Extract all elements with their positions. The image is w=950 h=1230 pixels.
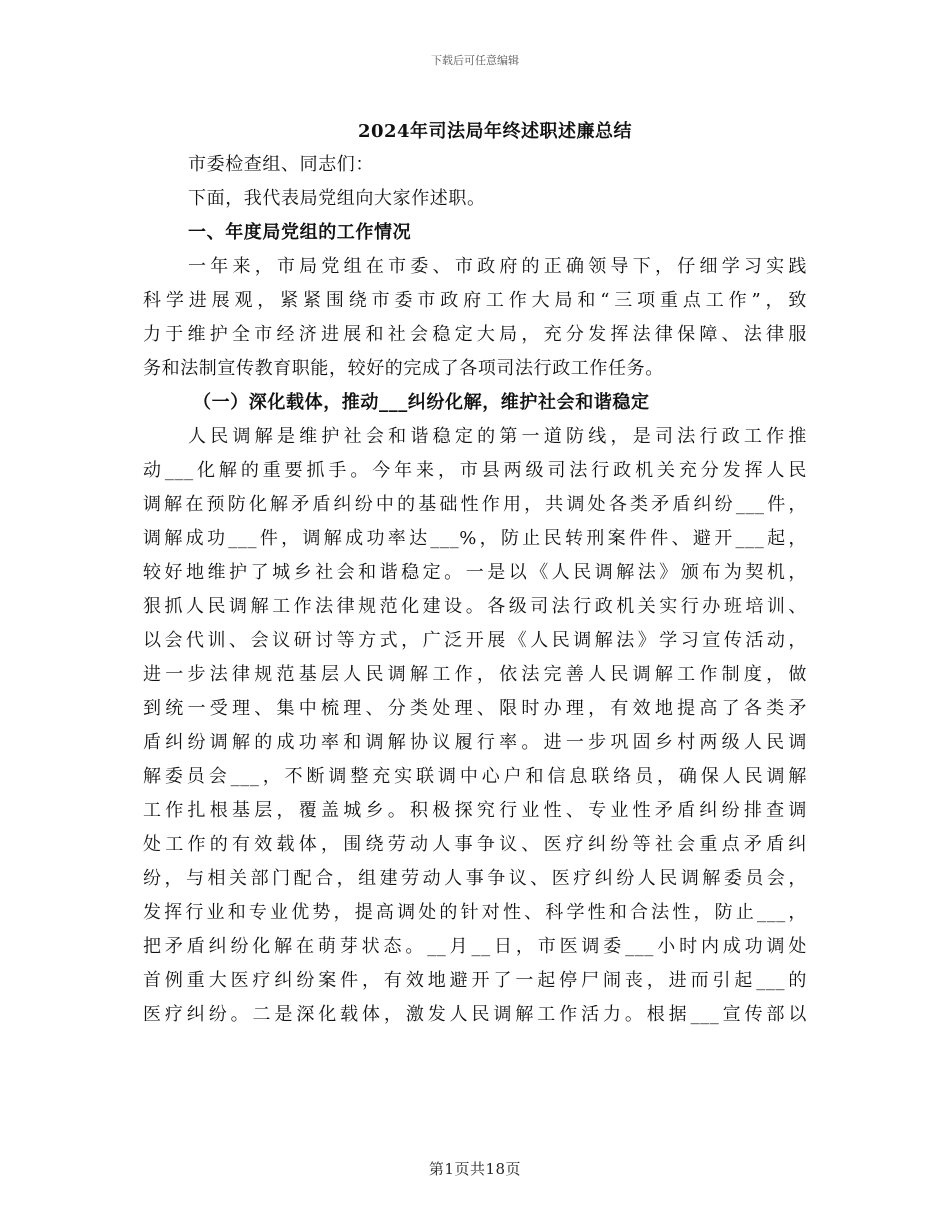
paragraph-line: 人民调解是维护社会和谐稳定的第一道防线，是司法行政工作推 <box>188 426 807 447</box>
paragraph-line: 动___化解的重要抓手。今年来，市县两级司法行政机关充分发挥人民 <box>143 460 807 481</box>
paragraph-line: 发挥行业和专业优势，提高调处的针对性、科学性和合法性，防止___， <box>143 902 807 923</box>
paragraph-line: 纷，与相关部门配合，组建劳动人事争议、医疗纠纷人民调解委员会， <box>143 868 807 889</box>
paragraph-line: 务和法制宣传教育职能，较好的完成了各项司法行政工作任务。 <box>143 358 664 379</box>
header-note: 下载后可任意编辑 <box>431 54 519 67</box>
paragraph-line: 力于维护全市经济进展和社会稳定大局，充分发挥法律保障、法律服 <box>143 324 807 345</box>
paragraph-line: 调解在预防化解矛盾纠纷中的基础性作用，共调处各类矛盾纠纷___件， <box>143 494 807 515</box>
page-footer: 第1页共18页 <box>428 1160 522 1178</box>
paragraph-line: 狠抓人民调解工作法律规范化建设。各级司法行政机关实行办班培训、 <box>143 596 807 617</box>
document-body <box>143 148 807 1032</box>
intro-paragraph: 下面，我代表局党组向大家作述职。 <box>188 188 486 209</box>
paragraph-line: 盾纠纷调解的成功率和调解协议履行率。进一步巩固乡村两级人民调 <box>143 732 807 753</box>
document-title: 2024年司法局年终述职述廉总结 <box>357 121 633 142</box>
subsection-heading: （一）深化载体，推动___纠纷化解，维护社会和谐稳定 <box>193 392 650 413</box>
paragraph-line: 解委员会___，不断调整充实联调中心户和信息联络员，确保人民调解 <box>143 766 807 787</box>
paragraph-line: 医疗纠纷。二是深化载体，激发人民调解工作活力。根据___宣传部以 <box>143 1004 807 1025</box>
paragraph-line: 把矛盾纠纷化解在萌芽状态。__月__日，市医调委___小时内成功调处 <box>143 936 807 957</box>
paragraph-line: 调解成功___件，调解成功率达___%，防止民转刑案件件、避开___起， <box>143 528 807 549</box>
salutation: 市委检查组、同志们： <box>188 154 374 175</box>
paragraph-line: 首例重大医疗纠纷案件，有效地避开了一起停尸闹丧，进而引起___的 <box>143 970 807 991</box>
paragraph-line: 进一步法律规范基层人民调解工作，依法完善人民调解工作制度，做 <box>143 664 807 685</box>
paragraph-line: 到统一受理、集中梳理、分类处理、限时办理，有效地提高了各类矛 <box>143 698 807 719</box>
paragraph-line: 科学进展观，紧紧围绕市委市政府工作大局和“三项重点工作”，致 <box>143 290 807 311</box>
paragraph-line: 较好地维护了城乡社会和谐稳定。一是以《人民调解法》颁布为契机， <box>143 562 807 583</box>
paragraph-line: 处工作的有效载体，围绕劳动人事争议、医疗纠纷等社会重点矛盾纠 <box>143 834 807 855</box>
paragraph-line: 以会代训、会议研讨等方式，广泛开展《人民调解法》学习宣传活动， <box>143 630 807 651</box>
paragraph-line: 一年来，市局党组在市委、市政府的正确领导下，仔细学习实践 <box>188 256 807 277</box>
paragraph-line: 工作扎根基层，覆盖城乡。积极探究行业性、专业性矛盾纠纷排查调 <box>143 800 807 821</box>
section-heading: 一、年度局党组的工作情况 <box>188 222 412 243</box>
